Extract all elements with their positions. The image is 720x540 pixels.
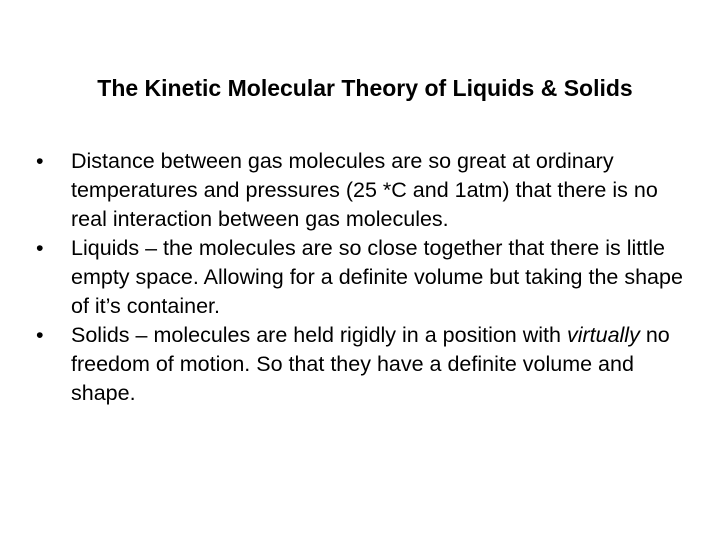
bullet-list [36,147,696,408]
bullet-text-after: no freedom of motion. So that they have a definite volume and shape. [71,323,670,405]
bullet-text: Distance between gas molecules are so great at ordinary temperatures and pressures (25 *C and 1atm) that there is no real interaction between gas molecules. [71,149,658,231]
bullet-text: Liquids – the molecules are so close together that there is little empty space. Allowing for a definite volume but taking the shape of it’s container. [71,236,683,318]
bullet-icon: • [36,236,44,260]
bullet-item-gases [36,147,696,234]
bullet-text-before: Solids – molecules are held rigidly in a position with [71,323,567,347]
bullet-text-italic: virtually [566,323,640,347]
slide-title: The Kinetic Molecular Theory of Liquids & Solids [97,75,633,101]
bullet-item-liquids [36,234,696,321]
bullet-item-solids [36,321,696,408]
bullet-icon: • [36,323,44,347]
bullet-icon: • [36,149,44,173]
